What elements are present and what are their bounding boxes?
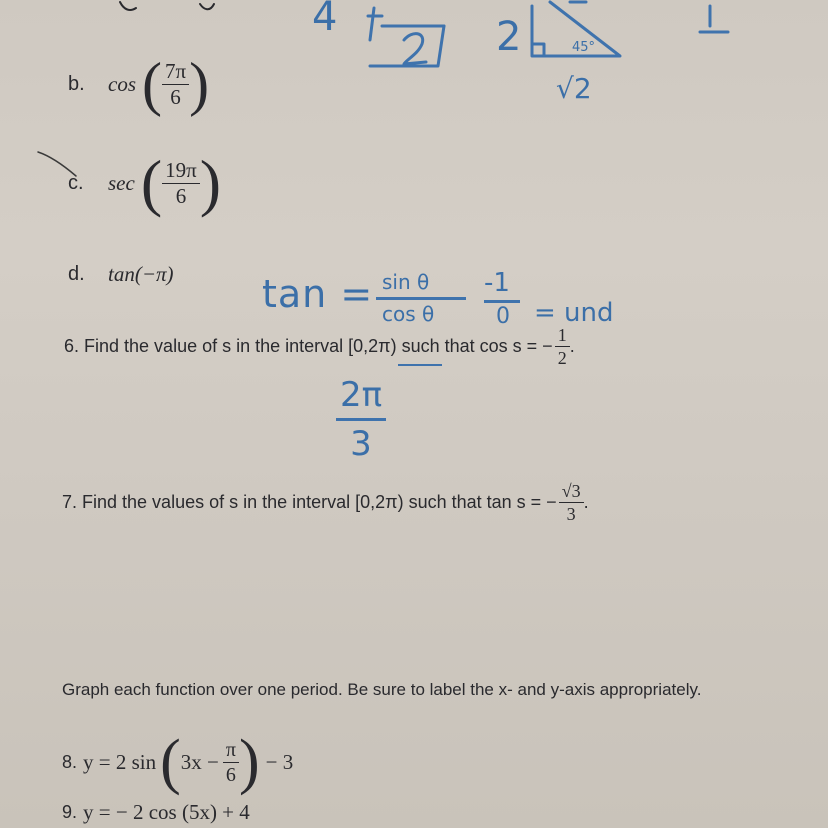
hand-number-4: 4 bbox=[312, 0, 338, 40]
question-8-label: 8. bbox=[62, 751, 78, 772]
hand-top-curve bbox=[110, 0, 220, 20]
question-9 bbox=[62, 800, 250, 825]
item-b bbox=[68, 51, 210, 117]
question-7-num: √3 bbox=[559, 482, 584, 503]
question-7 bbox=[62, 482, 589, 523]
item-c-paren-right: ) bbox=[199, 147, 222, 218]
hand-45-degree: 45° bbox=[572, 40, 596, 55]
graph-instruction: Graph each function over one period. Be sure to label the x- and y-axis appropriately. bbox=[62, 680, 702, 699]
item-b-func: cos bbox=[108, 71, 136, 96]
question-8-fraction bbox=[223, 740, 239, 785]
hand-root2: √2 bbox=[556, 72, 592, 105]
question-8-paren-right: ) bbox=[238, 728, 260, 796]
item-d bbox=[68, 262, 174, 287]
item-b-fraction bbox=[162, 58, 189, 109]
question-8-num: π bbox=[223, 740, 239, 763]
question-6-text: 6. Find the value of s in the interval [0,2π) such that cos s = − bbox=[64, 336, 553, 356]
item-c-paren-left: ( bbox=[140, 147, 163, 218]
question-7-text: 7. Find the values of s in the interval [0,2π) such that tan s = − bbox=[62, 492, 557, 512]
question-7-end: . bbox=[583, 492, 589, 512]
hand-neg1: -1 bbox=[484, 268, 510, 298]
hand-answer-q6 bbox=[336, 375, 386, 464]
hand-answer-num: 2π bbox=[339, 375, 383, 415]
item-c-num: 19π bbox=[162, 160, 200, 184]
question-8 bbox=[62, 728, 293, 796]
hand-answer-den: 3 bbox=[350, 424, 372, 464]
item-c-func: sec bbox=[108, 170, 135, 195]
hand-two: 2 bbox=[496, 14, 522, 60]
hand-zero: 0 bbox=[496, 304, 510, 329]
question-8-tail: − 3 bbox=[265, 749, 294, 774]
question-9-expr: y = − 2 cos (5x) + 4 bbox=[83, 800, 250, 824]
item-b-num: 7π bbox=[162, 61, 189, 85]
item-d-label: d. bbox=[68, 263, 85, 285]
hand-und: = und bbox=[534, 298, 614, 328]
hand-answer-bar bbox=[336, 418, 386, 421]
hand-cos: cos θ bbox=[382, 302, 435, 326]
question-8-den: 6 bbox=[225, 763, 236, 786]
item-b-paren-left: ( bbox=[142, 51, 162, 117]
question-7-den: 3 bbox=[566, 504, 576, 524]
question-6-den: 2 bbox=[557, 348, 567, 368]
item-c bbox=[68, 147, 222, 218]
question-7-fraction bbox=[559, 482, 584, 523]
hand-tan-eq: tan = bbox=[262, 272, 374, 316]
item-b-paren-right: ) bbox=[189, 51, 210, 117]
question-6-fraction bbox=[555, 326, 570, 367]
question-6-num: 1 bbox=[555, 326, 570, 347]
hand-underline-q6 bbox=[398, 364, 442, 366]
hand-sin: sin θ bbox=[382, 270, 430, 294]
item-c-den: 6 bbox=[175, 183, 187, 208]
hand-fraction-right bbox=[694, 0, 734, 44]
question-6-end: . bbox=[569, 336, 575, 356]
item-b-den: 6 bbox=[170, 84, 181, 109]
hand-frac-bar-1 bbox=[376, 297, 466, 300]
hand-frac-bar-2 bbox=[484, 300, 520, 303]
item-c-label: c. bbox=[68, 171, 84, 194]
item-d-expr: tan(−π) bbox=[108, 262, 174, 286]
hand-boxed-fraction bbox=[360, 0, 450, 70]
question-8-inner: 3x − bbox=[180, 749, 219, 774]
item-c-fraction bbox=[162, 157, 200, 208]
question-8-paren-left: ( bbox=[160, 728, 181, 796]
question-6 bbox=[64, 326, 575, 367]
question-8-lhs: y = 2 sin bbox=[83, 749, 157, 774]
question-9-label: 9. bbox=[62, 802, 78, 822]
item-b-label: b. bbox=[68, 72, 85, 95]
